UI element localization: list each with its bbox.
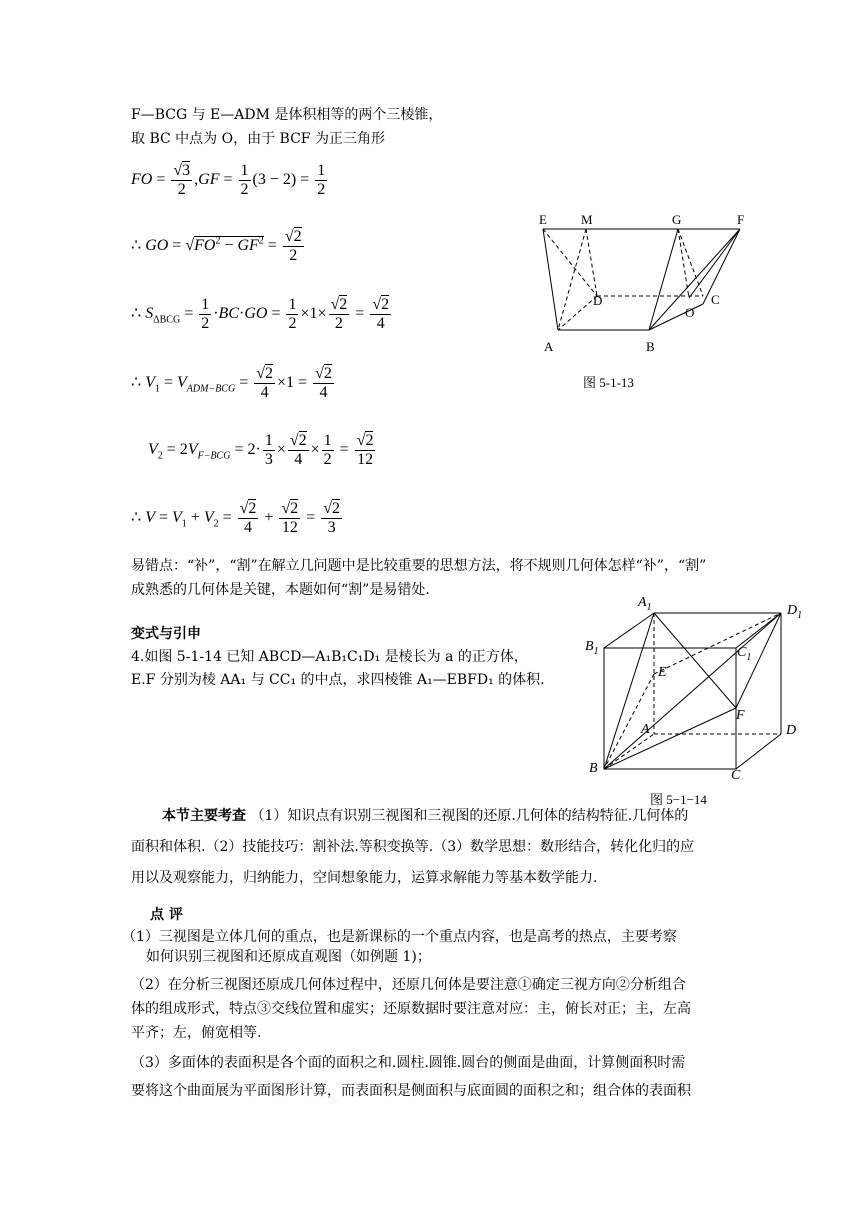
review-title: 点 评 [150, 907, 183, 923]
review-p3a: （3）多面体的表面积是各个面的面积之和.圆柱.圆锥.圆台的侧面是曲面，计算侧面积时需 [131, 1055, 686, 1071]
label-d1: $D_1$ [787, 603, 803, 621]
label-g: G [672, 212, 682, 227]
equation-fo-gf: FO = $\frac{√3}{2}$ ,GF = $\frac{1}{2}$ (3 − 2) = $\frac{1}{2}$ [131, 162, 326, 198]
label-e: E [539, 212, 547, 227]
equation-area-bcg: ∴ $S_{\Delta BCG}$ = $\frac{1}{2}$ ·BC·GO = $\frac{1}{2}$ ×1× $\frac{√2}{2}$ = $\frac{√2}{4}$ [131, 296, 390, 332]
tip-line-1: 易错点：“补”，“割”在解立几问题中是比较重要的思想方法，将不规则几何体怎样“补”，“割” [131, 558, 707, 574]
review-p1a: （1）三视图是立体几何的重点，也是新课标的一个重点内容，也是高考的热点，主要考察 [122, 929, 677, 945]
variant-line-1: 4.如图 5-1-14 已知 ABCD—A₁B₁C₁D₁ 是棱长为 a 的正方体， [131, 649, 528, 665]
intro-line-2: 取 BC 中点为 O，由于 BCF 为正三角形 [131, 131, 385, 147]
label-b2: B [589, 761, 598, 776]
equation-v-total: ∴ $V = V_1 + V_2$ = $\frac{√2}{4}$ + $\frac{√2}{12}$ = $\frac{√2}{3}$ [131, 500, 341, 536]
label-a1: $A_1$ [638, 595, 652, 613]
review-p2a: （2）在分析三视图还原成几何体过程中，还原几何体是要注意①确定三视方向②分析组合 [131, 977, 686, 993]
label-b1: $B_1$ [585, 639, 599, 657]
summary-text-3: 用以及观察能力，归纳能力，空间想象能力，运算求解能力等基本数学能力. [131, 870, 598, 886]
variant-heading: 变式与引申 [131, 626, 201, 642]
equation-go: ∴ GO = $√FO^2 - GF^2$ = $\frac{√2}{2}$ [131, 228, 302, 264]
label-a2: A [641, 722, 650, 737]
label-d: D [593, 293, 603, 308]
figure-5-1-14-caption: 图 5−1−14 [650, 792, 707, 807]
label-c2: C [731, 768, 741, 783]
label-f2: F [736, 708, 745, 723]
label-a: A [544, 339, 554, 354]
label-b: B [646, 339, 655, 354]
label-c1: $C_1$ [737, 645, 752, 663]
summary-text-2: 面积和体积.（2）技能技巧：割补法.等积变换等.（3）数学思想：数形结合，转化化归的应 [131, 839, 695, 855]
figure-5-1-13 [535, 213, 765, 358]
summary-text-1: （1）知识点有识别三视图和三视图的还原.几何体的结构特征.几何体的 [250, 808, 689, 824]
equation-v1: ∴ $V_1 = V_{ADM-BCG}$ = $\frac{√2}{4}$ ×1 = $\frac{√2}{4}$ [131, 365, 332, 401]
figure-5-1-14 [580, 595, 810, 790]
equation-v2: $V_2 = 2V_{F-BCG} = 2\cdot$ $\frac{1}{3}$ × $\frac{√2}{4}$ × $\frac{1}{2}$ = $\frac{√2}{12}$ [148, 432, 374, 468]
intro-line-1: F—BCG 与 E—ADM 是体积相等的两个三棱锥， [131, 107, 443, 123]
review-p2c: 平齐；左，俯宽相等. [131, 1025, 262, 1041]
review-p1b: 如何识别三视图和还原成直观图（如例题 1)； [146, 949, 431, 965]
figure-5-1-13-caption: 图 5-1-13 [583, 375, 634, 390]
label-m: M [581, 212, 593, 227]
summary-line-1 [162, 801, 742, 832]
review-p3b: 要将这个曲面展为平面图形计算，而表面积是侧面积与底面圆的面积之和；组合体的表面积 [131, 1083, 691, 1099]
label-c: C [711, 292, 720, 307]
variant-line-2: E.F 分别为棱 AA₁ 与 CC₁ 的中点，求四棱锥 A₁—EBFD₁ 的体积. [131, 672, 545, 688]
label-f: F [737, 212, 745, 227]
label-e2: E [658, 665, 667, 680]
summary-title: 本节主要考查 [162, 808, 246, 824]
review-p2b: 体的组成形式，特点③交线位置和虚实；还原数据时要注意对应：主，俯长对正；主，左高 [131, 1001, 691, 1017]
label-o: O [685, 305, 695, 320]
label-d2: D [786, 723, 797, 738]
tip-line-2: 成熟悉的几何体是关键，本题如何“割”是易错处. [131, 582, 430, 598]
